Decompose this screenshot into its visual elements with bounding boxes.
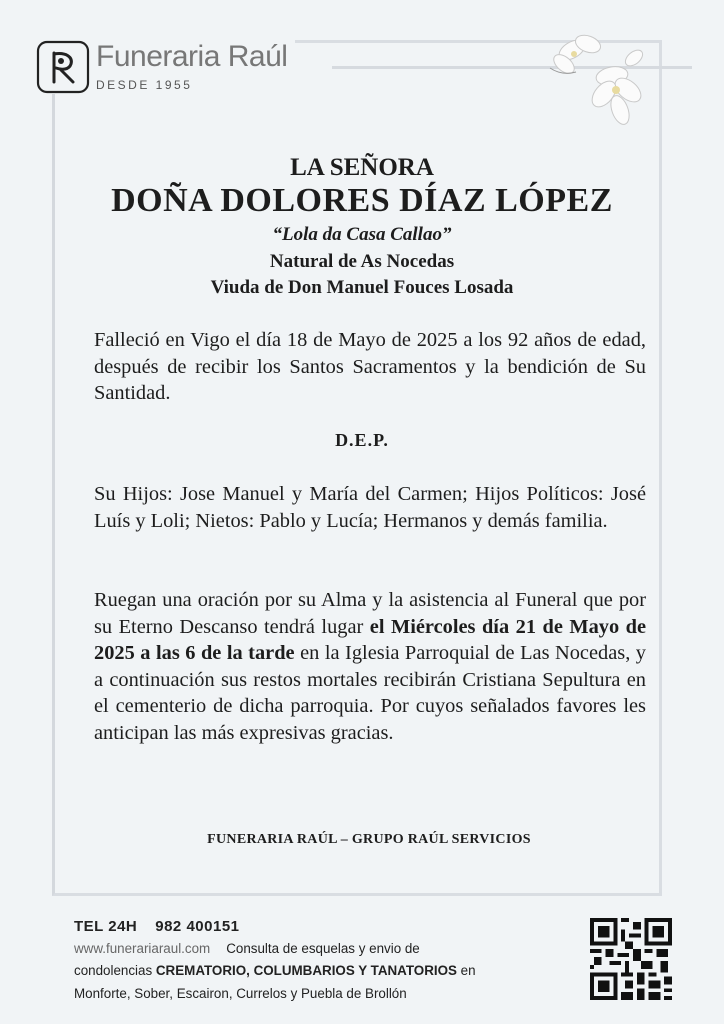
website-link[interactable]: www.funerariaraul.com <box>74 941 211 956</box>
dep-label: D.E.P. <box>335 430 389 450</box>
plumeria-flowers-icon <box>542 28 652 132</box>
funeral-date: el Miércoles día 21 de Mayo de 2025 a las 6 de la tarde <box>94 615 647 664</box>
contact-text-2c: en <box>456 963 476 978</box>
tel-label: TEL 24H <box>74 918 138 935</box>
family-list: Su Hijos: Jose Manuel y María del Carmen; Hijos Políticos: José Luís y Loli; Nietos: Pablo y Lucía; Hermanos y demás familia. <box>94 483 646 532</box>
contact-line-3: Monforte, Sober, Escairon, Currelos y Puebla de Brollón <box>74 986 407 1001</box>
widow-of: Viuda de Don Manuel Fouces Losada <box>210 277 514 298</box>
funeral-intro: Ruegan una oración por su Alma y la asistencia al Funeral que por su Eterno Descanso tendrá lugar <box>94 589 646 638</box>
brand-name: Funeraria Raúl <box>96 40 288 73</box>
brand-since: DESDE 1955 <box>96 78 193 92</box>
nickname: “Lola da Casa Callao” <box>272 224 452 245</box>
funeral-details <box>94 587 646 746</box>
death-notice: Falleció en Vigo el día 18 de Mayo de 2025 a los 92 años de edad, después de recibir los Santos Sacramentos y la bendición de Su Santidad. <box>94 329 646 404</box>
brand-logo <box>36 40 295 94</box>
phone-line <box>74 918 240 935</box>
contact-text-1: Consulta de esquelas y envio de <box>226 941 420 956</box>
contact-text-2a: condolencias <box>74 963 156 978</box>
r-monogram-icon <box>36 40 90 94</box>
deceased-name: DOÑA DOLORES DÍAZ LÓPEZ <box>111 182 613 219</box>
funeral-rest: en la Iglesia Parroquial de Las Nocedas, y a continuación sus restos mortales recibirán Cristiana Sepultura en el cementerio de dicha parroquia. Por cuyos señalados favores les anticipan las más expresivas gracias. <box>94 642 646 744</box>
contact-line-2 <box>74 963 476 978</box>
contact-line-1 <box>74 941 420 956</box>
birthplace: Natural de As Nocedas <box>269 251 455 272</box>
signature: FUNERARIA RAÚL – GRUPO RAÚL SERVICIOS <box>207 832 531 847</box>
qr-code-icon[interactable] <box>589 918 673 1000</box>
title-label: LA SEÑORA <box>290 154 434 181</box>
contact-text-2b: CREMATORIO, COLUMBARIOS Y TANATORIOS <box>155 963 457 978</box>
tel-number: 982 400151 <box>155 918 240 935</box>
